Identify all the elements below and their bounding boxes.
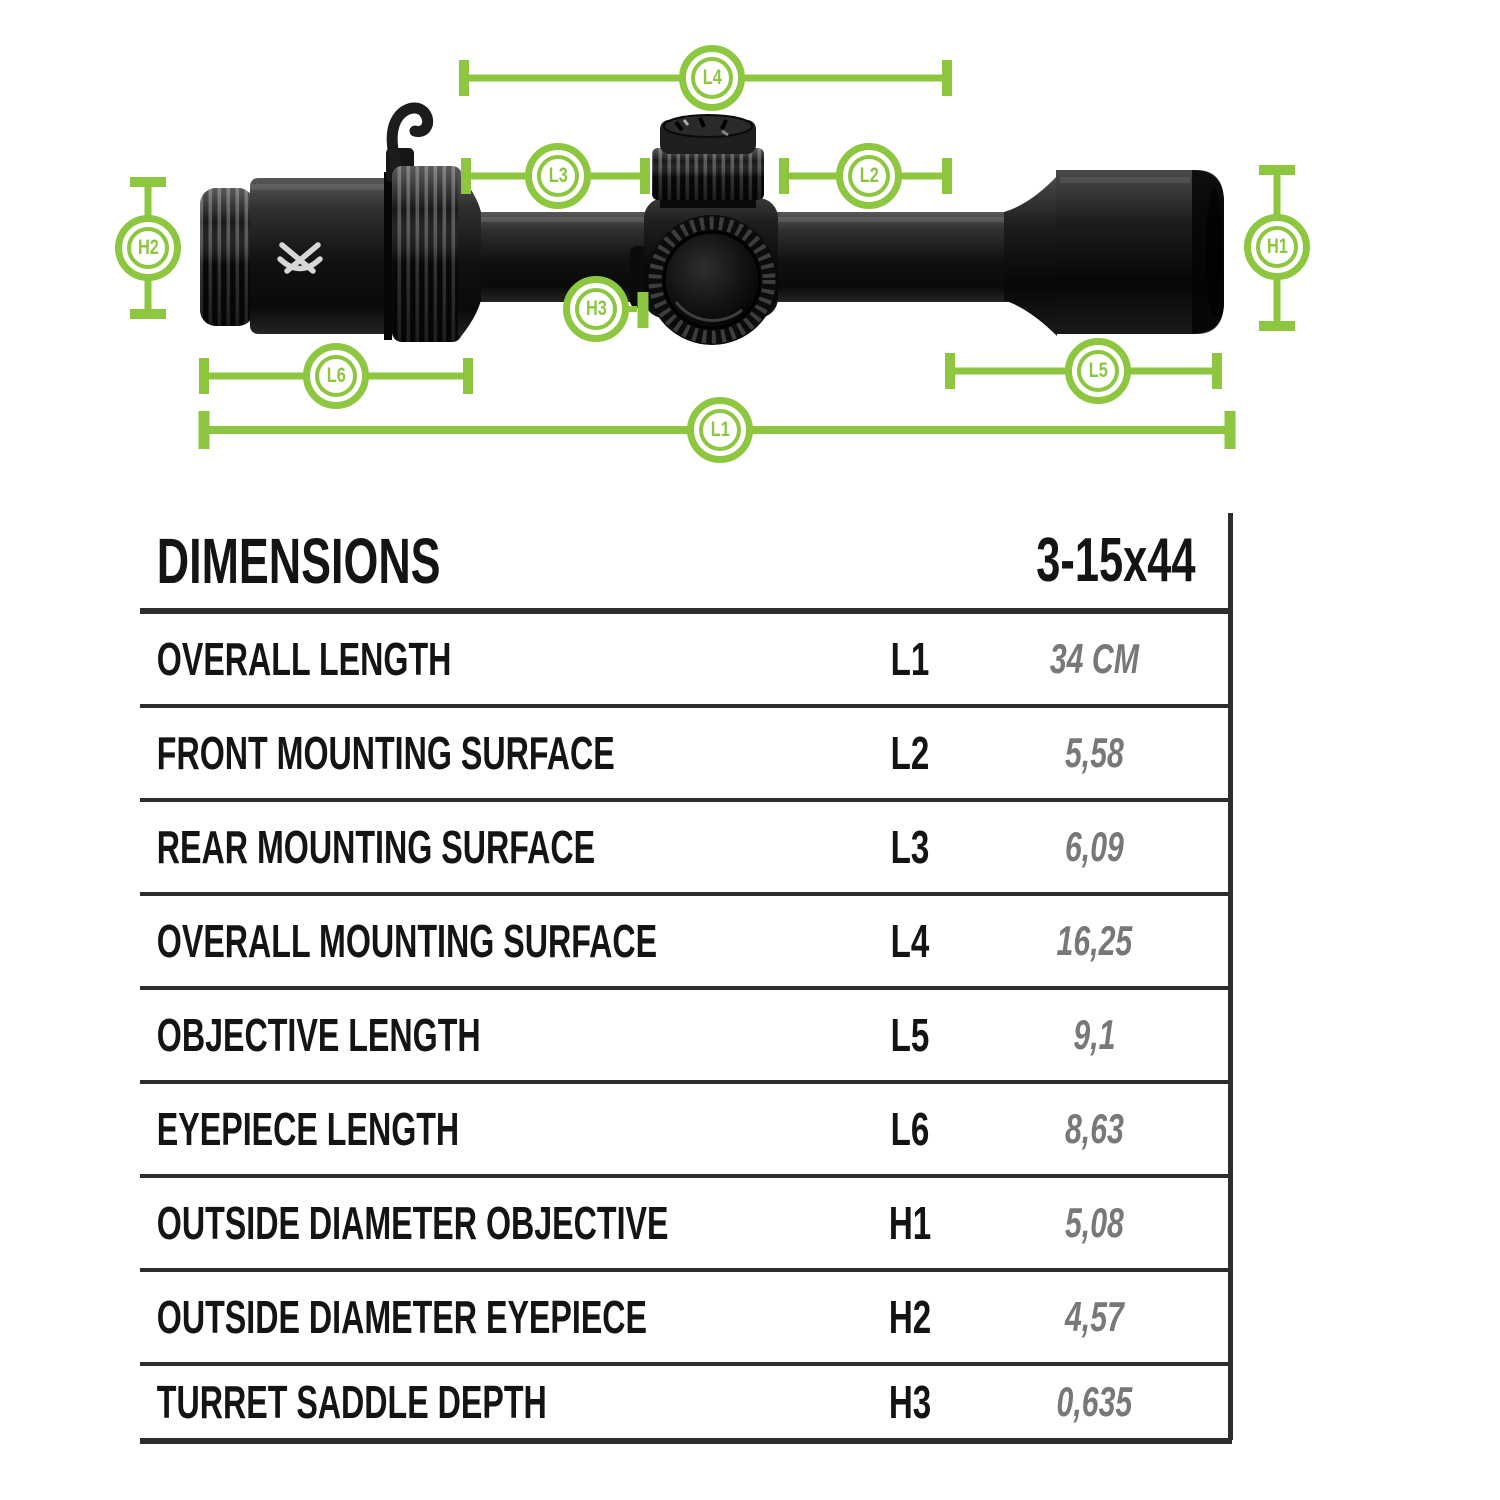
scope-bell-taper xyxy=(1004,176,1057,336)
row-label: OVERALL LENGTH xyxy=(156,633,452,685)
scope-windage-turret xyxy=(647,215,777,345)
dim-badge-l3 xyxy=(525,143,591,209)
scope-eyepiece-housing xyxy=(250,172,392,340)
row-label: REAR MOUNTING SURFACE xyxy=(156,821,596,873)
row-label: OUTSIDE DIAMETER EYEPIECE xyxy=(156,1291,648,1343)
dim-badge-l3-label: L3 xyxy=(548,164,568,187)
dim-badge-l1-label: L1 xyxy=(710,418,730,441)
table-row xyxy=(140,1272,1232,1366)
row-code: H1 xyxy=(888,1197,932,1249)
dim-badge-h1-label: H1 xyxy=(1266,235,1288,258)
table-row xyxy=(140,1084,1232,1178)
table-header xyxy=(140,513,1232,614)
dim-badge-h3-label: H3 xyxy=(585,297,607,320)
row-code: L3 xyxy=(890,821,930,873)
scope-elevation-turret xyxy=(652,115,764,208)
row-code: L5 xyxy=(890,1009,930,1061)
table-row xyxy=(140,990,1232,1084)
row-code: L1 xyxy=(890,633,930,685)
table-row xyxy=(140,802,1232,896)
row-label: OVERALL MOUNTING SURFACE xyxy=(156,915,658,967)
row-code: L2 xyxy=(890,727,930,779)
dim-badge-l4 xyxy=(679,45,745,111)
dim-badge-l6 xyxy=(303,343,369,409)
table-right-rule xyxy=(1228,513,1233,1440)
table-row xyxy=(140,896,1232,990)
row-value: 4,57 xyxy=(1064,1293,1124,1340)
dim-badge-l2 xyxy=(836,143,902,209)
row-label: OBJECTIVE LENGTH xyxy=(156,1009,481,1061)
table-row xyxy=(140,1178,1232,1272)
row-code: H2 xyxy=(888,1291,932,1343)
scope-objective-bell xyxy=(1056,170,1224,334)
dim-badge-l5 xyxy=(1065,338,1131,404)
table-model-column-header: 3-15x44 xyxy=(1036,526,1196,595)
row-value: 34 CM xyxy=(1049,635,1139,682)
row-value: 5,58 xyxy=(1064,729,1124,776)
row-value: 16,25 xyxy=(1056,917,1133,964)
riflescope-illustration xyxy=(200,108,1224,345)
dim-badge-l2-label: L2 xyxy=(859,164,879,187)
row-label: FRONT MOUNTING SURFACE xyxy=(156,727,615,779)
row-code: L4 xyxy=(890,915,930,967)
row-value: 5,08 xyxy=(1064,1199,1124,1246)
dim-badge-l4-label: L4 xyxy=(702,66,722,89)
dim-badge-h1 xyxy=(1244,214,1310,280)
table-row xyxy=(140,614,1232,708)
dim-badge-l6-label: L6 xyxy=(326,364,346,387)
scope-eyepiece-collar xyxy=(458,172,481,340)
row-code: H3 xyxy=(888,1376,932,1428)
row-value: 6,09 xyxy=(1064,823,1124,870)
row-label: OUTSIDE DIAMETER OBJECTIVE xyxy=(156,1197,669,1249)
table-row xyxy=(140,708,1232,802)
dim-badge-l5-label: L5 xyxy=(1088,359,1108,382)
table-rows xyxy=(140,614,1232,1444)
dim-badge-l1 xyxy=(687,397,753,463)
scope-diopter-ring xyxy=(200,188,254,326)
dimensions-table xyxy=(140,513,1232,1444)
table-title: DIMENSIONS xyxy=(156,524,441,597)
dim-badge-h2 xyxy=(115,215,181,281)
dim-badge-h2-label: H2 xyxy=(137,236,159,259)
row-code: L6 xyxy=(890,1103,930,1155)
row-label: TURRET SADDLE DEPTH xyxy=(156,1376,547,1428)
row-value: 0,635 xyxy=(1056,1378,1133,1425)
scope-magnification-ring xyxy=(392,166,462,342)
row-value: 9,1 xyxy=(1073,1011,1116,1058)
row-label: EYEPIECE LENGTH xyxy=(156,1103,460,1155)
table-row xyxy=(140,1366,1232,1444)
dim-badge-h3 xyxy=(563,276,629,342)
row-value: 8,63 xyxy=(1064,1105,1124,1152)
